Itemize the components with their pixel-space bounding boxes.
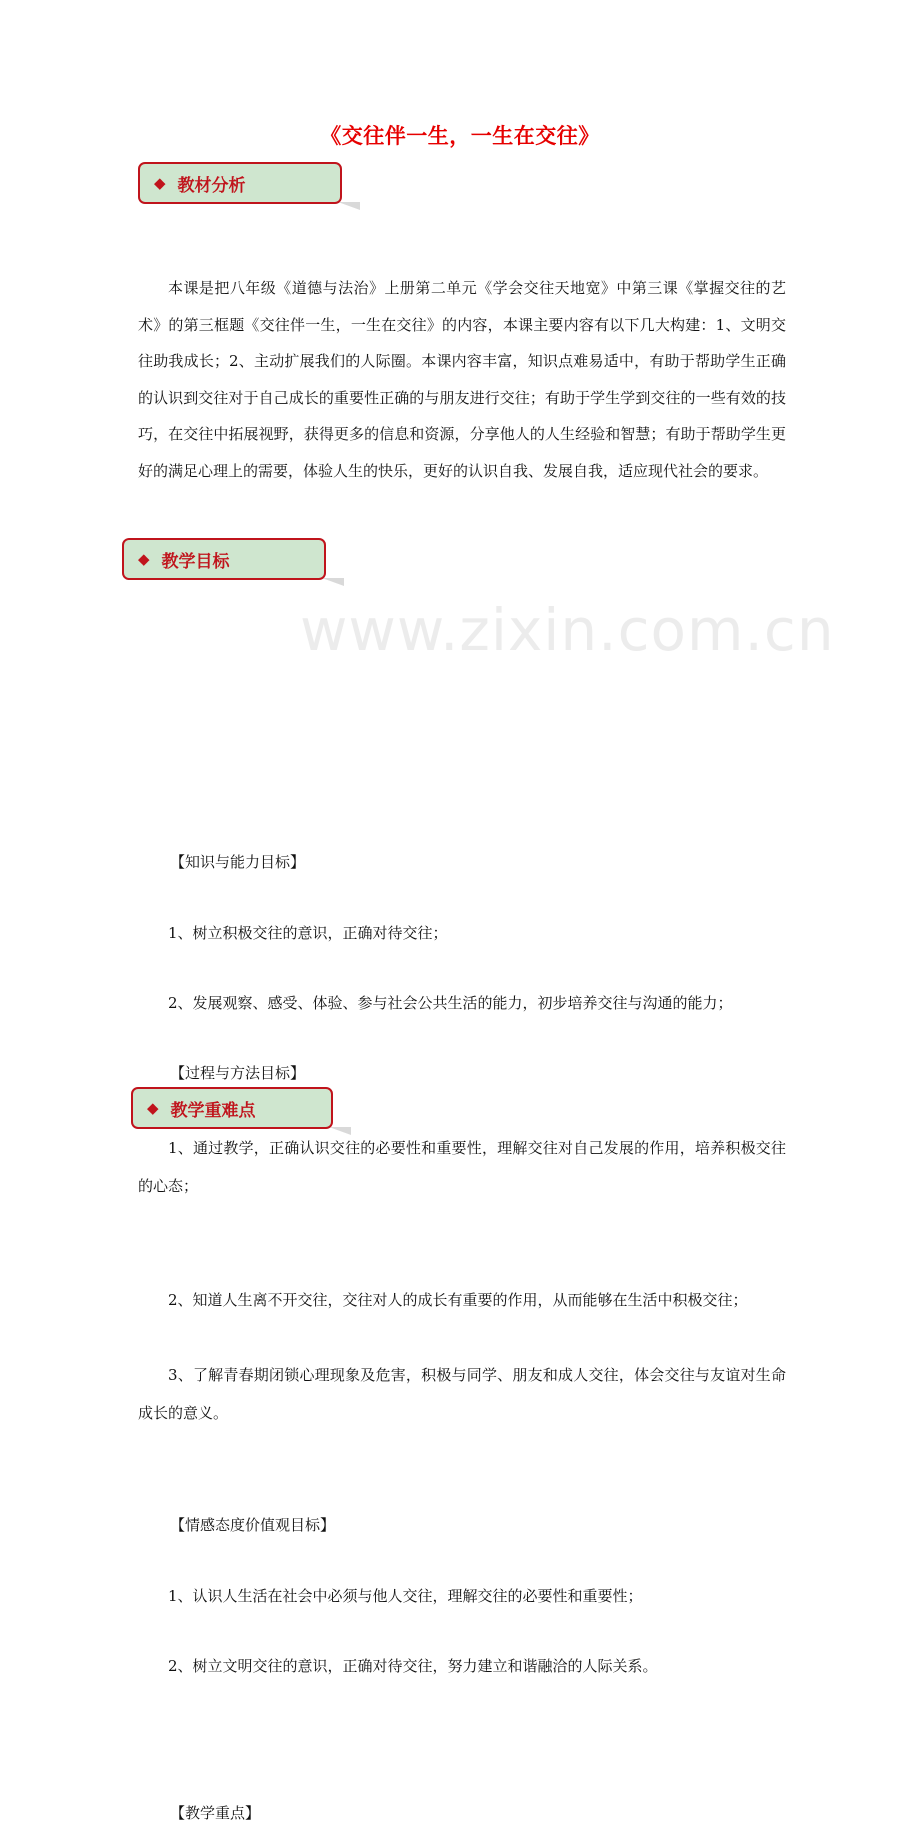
knowledge-goal-2: 2、发展观察、感受、体验、参与社会公共生活的能力，初步培养交往与沟通的能力； [168,994,733,1012]
section-header-analysis [138,162,342,204]
key-point-header: 【教学重点】 [170,1804,261,1822]
document-title: 《交往伴一生，一生在交往》 [320,123,600,148]
diamond-bullet-icon: ◆ [138,550,150,568]
knowledge-goal-header: 【知识与能力目标】 [170,853,306,871]
section-label: 教学重难点 [170,1100,256,1121]
diamond-bullet-icon: ◆ [154,174,166,192]
emotion-goal-1: 1、认识人生活在社会中必须与他人交往，理解交往的必要性和重要性； [168,1587,643,1605]
watermark: www.zixin.com.cn [300,596,835,664]
knowledge-goal-1: 1、树立积极交往的意识，正确对待交往； [168,924,448,942]
section-header-difficulties [131,1087,333,1129]
emotion-goal-header: 【情感态度价值观目标】 [170,1516,336,1534]
process-goal-1: 1、通过教学，正确认识交往的必要性和重要性，理解交往对自己发展的作用，培养积极交往的心态； [138,1139,786,1195]
process-goal-2: 2、知道人生离不开交往，交往对人的成长有重要的作用，从而能够在生活中积极交往； [168,1291,748,1309]
header-shadow [322,578,344,586]
section-header-goals [122,538,326,580]
header-shadow [338,202,360,210]
process-goal-header: 【过程与方法目标】 [170,1064,306,1082]
diamond-bullet-icon: ◆ [147,1099,159,1117]
process-goal-3: 3、了解青春期闭锁心理现象及危害，积极与同学、朋友和成人交往，体会交往与友谊对生命成长的意义。 [138,1366,786,1422]
section-label: 教材分析 [177,175,246,196]
header-shadow [329,1127,351,1135]
analysis-paragraph: 本课是把八年级《道德与法治》上册第二单元《学会交往天地宽》中第三课《掌握交往的艺术》的第三框题《交往伴一生，一生在交往》的内容，本课主要内容有以下几大构建：1、文明交往助我成长；2、主动扩展我们的人际圈。本课内容丰富，知识点难易适中，有助于帮助学生正确的认识到交往对于自己成长的重要性正确的与朋友进行交往；有助于学生学到交往的一些有效的技巧，在交往中拓展视野，获得更多的信息和资源，分享他人的人生经验和智慧；有助于帮助学生更好的满足心理上的需要，体验人生的快乐，更好的认识自我、发展自我，适应现代社会的要求。 [138,279,786,480]
section-label: 教学目标 [161,551,230,572]
emotion-goal-2: 2、树立文明交往的意识，正确对待交往，努力建立和谐融洽的人际关系。 [168,1657,658,1675]
